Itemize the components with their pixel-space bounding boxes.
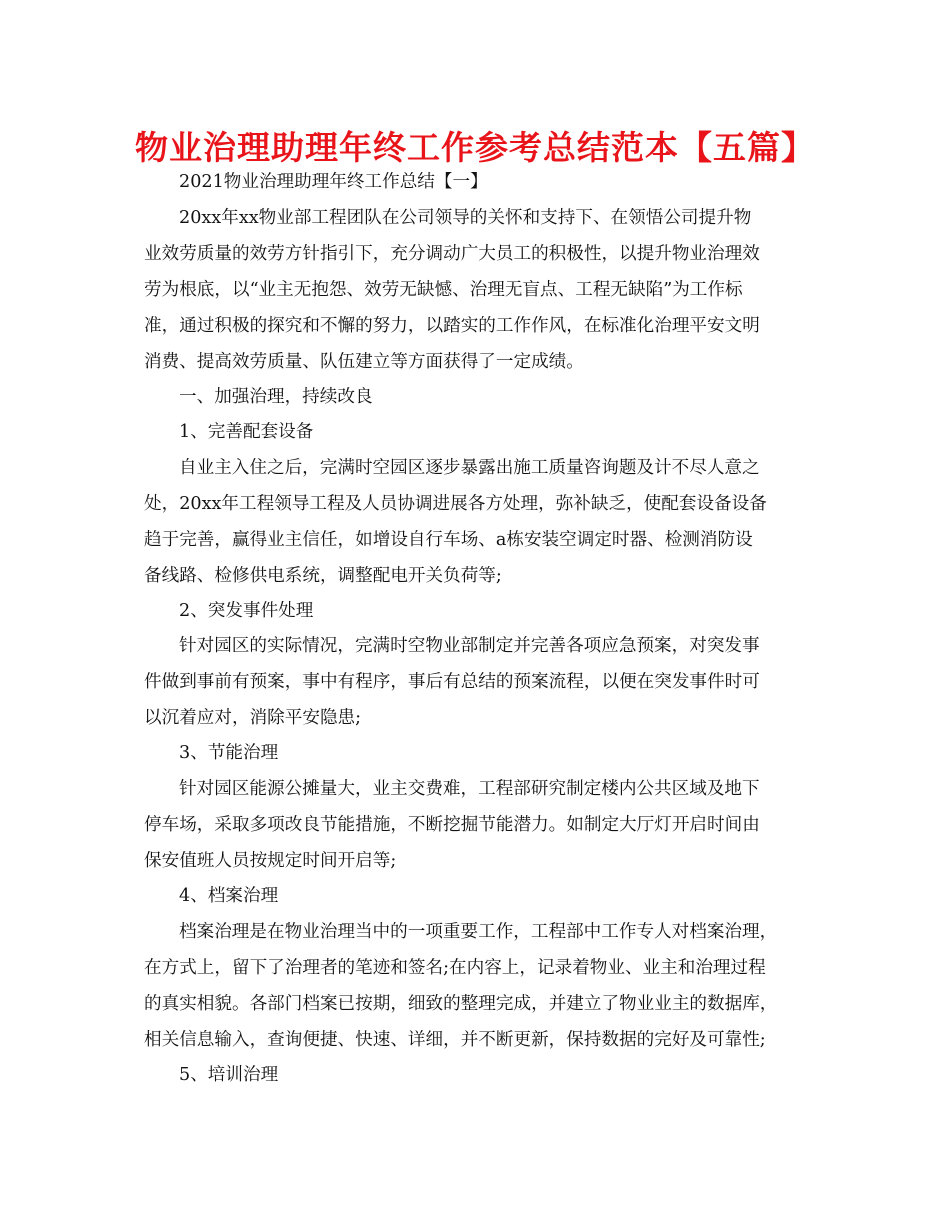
subsection-heading: 4、档案治理 (179, 886, 279, 906)
paragraph-line: 处，20xx年工程领导工程及人员协调进展各方处理，弥补缺乏，使配套设备设备 (144, 494, 767, 514)
subsection-heading: 1、完善配套设备 (179, 422, 314, 442)
paragraph-line: 在方式上，留下了治理者的笔迹和签名;在内容上，记录着物业、业主和治理过程 (144, 958, 766, 978)
paragraph-line: 针对园区的实际情况，完满时空物业部制定并完善各项应急预案，对突发事 (179, 636, 760, 656)
paragraph-line: 相关信息输入，查询便捷、快速、详细，并不断更新，保持数据的完好及可靠性; (144, 1030, 766, 1050)
paragraph-line: 备线路、检修供电系统，调整配电开关负荷等; (144, 566, 502, 586)
paragraph-line: 趋于完善，赢得业主信任，如增设自行车场、a栋安装空调定时器、检测消防设 (144, 530, 753, 550)
subsection-heading: 3、节能治理 (179, 743, 279, 763)
paragraph-line: 消费、提高效劳质量、队伍建立等方面获得了一定成绩。 (144, 352, 584, 372)
paragraph-line: 件做到事前有预案，事中有程序，事后有总结的预案流程，以便在突发事件时可 (144, 672, 760, 692)
section-heading: 一、加强治理，持续改良 (179, 387, 373, 407)
section-heading: 2021物业治理助理年终工作总结【一】 (179, 172, 488, 192)
paragraph-line: 业效劳质量的效劳方针指引下，充分调动广大员工的积极性，以提升物业治理效 (144, 244, 760, 264)
paragraph-line: 以沉着应对，消除平安隐患; (144, 708, 362, 728)
paragraph-line: 的真实相貌。各部门档案已按期，细致的整理完成，并建立了物业业主的数据库， (144, 994, 778, 1014)
paragraph-line: 停车场，采取多项改良节能措施，不断挖掘节能潜力。如制定大厅灯开启时间由 (144, 815, 760, 835)
subsection-heading: 2、突发事件处理 (179, 601, 314, 621)
paragraph-line: 准，通过积极的探究和不懈的努力，以踏实的工作作风，在标准化治理平安文明 (144, 316, 760, 336)
document-title: 物业治理助理年终工作参考总结范本【五篇】 (135, 128, 815, 167)
paragraph-line: 档案治理是在物业治理当中的一项重要工作，工程部中工作专人对档案治理， (179, 922, 778, 942)
subsection-heading: 5、培训治理 (179, 1065, 279, 1085)
paragraph-line: 针对园区能源公摊量大，业主交费难，工程部研究制定楼内公共区域及地下 (179, 779, 760, 799)
paragraph-line: 劳为根底，以“业主无抱怨、效劳无缺憾、治理无盲点、工程无缺陷”为工作标 (144, 280, 743, 300)
paragraph-line: 20xx年xx物业部工程团队在公司领导的关怀和支持下、在领悟公司提升物 (179, 208, 752, 228)
paragraph-line: 保安值班人员按规定时间开启等; (144, 851, 397, 871)
paragraph-line: 自业主入住之后，完满时空园区逐步暴露出施工质量咨询题及计不尽人意之 (179, 458, 760, 478)
